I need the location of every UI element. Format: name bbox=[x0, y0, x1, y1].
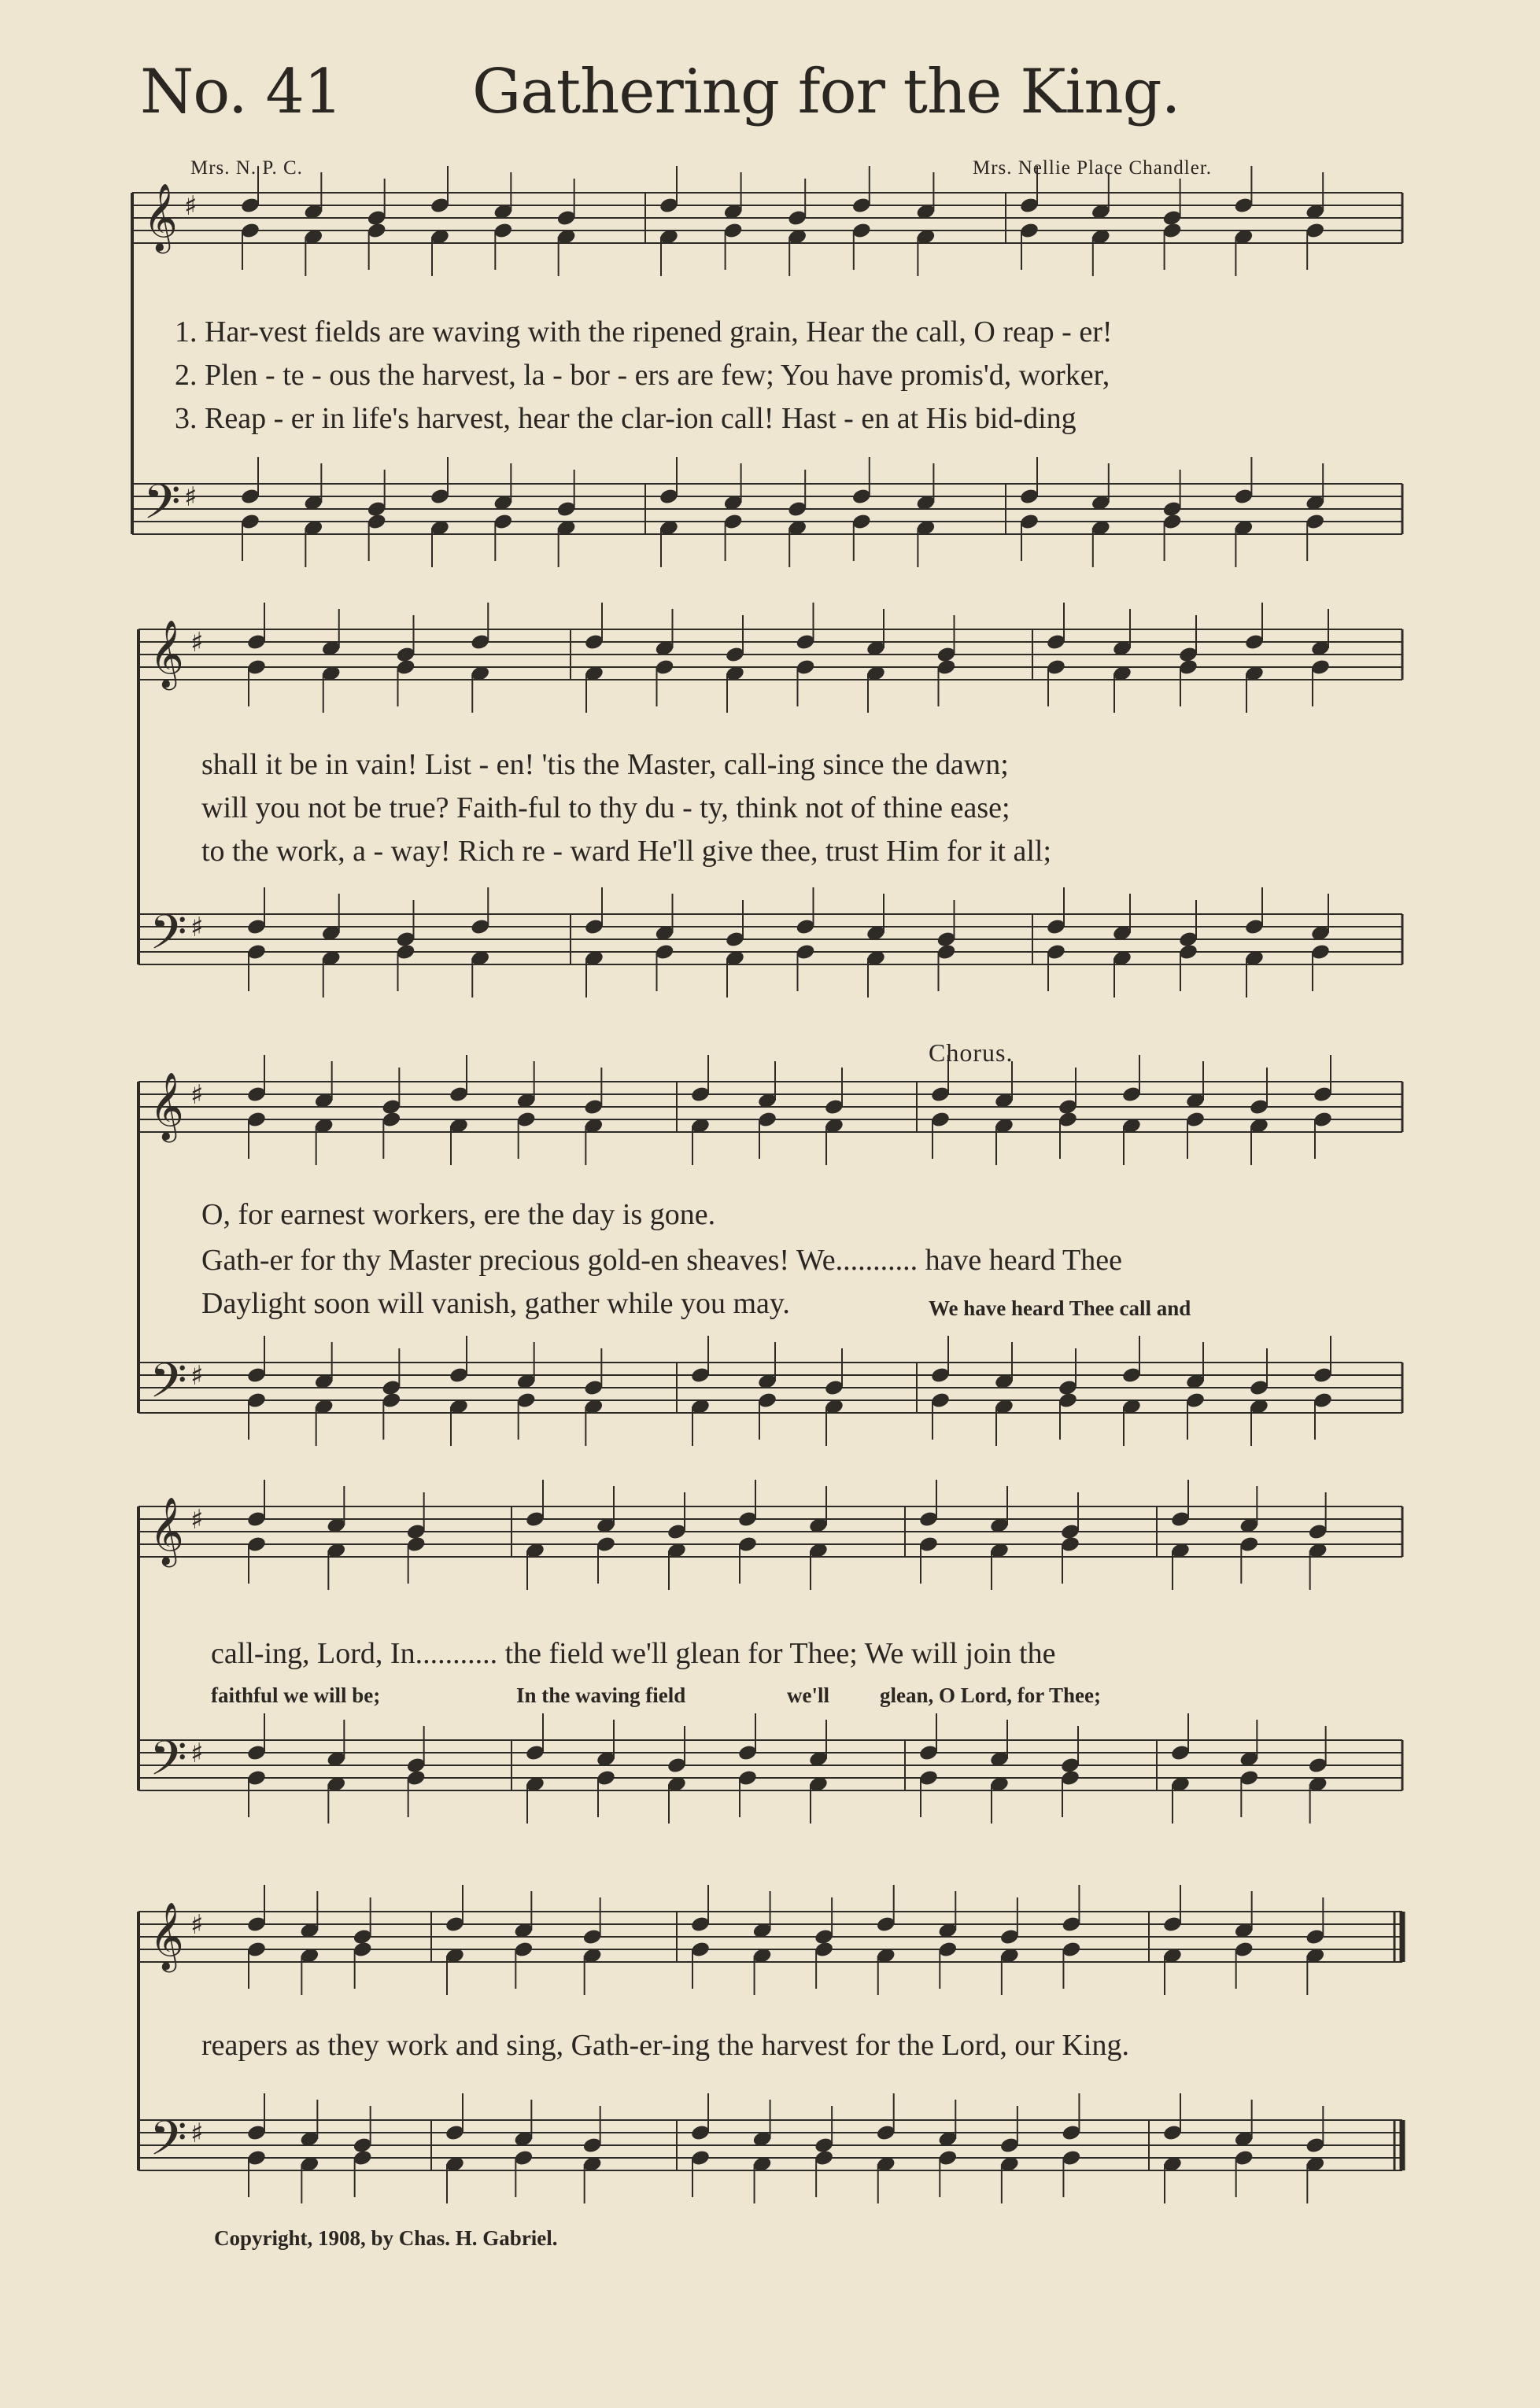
sharp-icon: ♯ bbox=[190, 1738, 204, 1769]
bass-cue: We have heard Thee call and bbox=[929, 1296, 1191, 1320]
bass-clef-icon: 𝄢 bbox=[143, 474, 181, 542]
hymn-title: Gathering for the King. bbox=[472, 57, 1180, 127]
bass-clef-icon: 𝄢 bbox=[150, 1731, 187, 1798]
treble-clef-icon: 𝄞 bbox=[150, 620, 184, 688]
words-credit: Mrs. Nellie Place Chandler. bbox=[973, 157, 1213, 179]
treble-clef-icon: 𝄞 bbox=[150, 1072, 184, 1140]
bass-clef-icon: 𝄢 bbox=[150, 905, 187, 972]
treble-clef-icon: 𝄞 bbox=[150, 1497, 184, 1565]
sharp-icon: ♯ bbox=[190, 1079, 204, 1111]
bass-clef-icon: 𝄢 bbox=[150, 2111, 187, 2178]
sharp-icon: ♯ bbox=[190, 1504, 204, 1536]
bass-cue: we'll bbox=[787, 1683, 829, 1707]
lyric-line: call-ing, Lord, In........... the field we'll glean for Thee; We will join the bbox=[211, 1637, 1056, 1670]
lyric-line: 3. Reap - er in life's harvest, hear the clar-ion call! Hast - en at His bid-ding bbox=[175, 402, 1077, 435]
lyric-line: shall it be in vain! List - en! 'tis the Master, call-ing since the dawn; bbox=[201, 748, 1009, 781]
sharp-icon: ♯ bbox=[190, 627, 204, 658]
sharp-icon: ♯ bbox=[184, 190, 198, 222]
lyric-line: O, for earnest workers, ere the day is gone. bbox=[201, 1198, 716, 1231]
hymn-number: No. 41 bbox=[140, 57, 342, 127]
music-credit: Mrs. N. P. C. bbox=[190, 157, 303, 179]
lyric-line: 2. Plen - te - ous the harvest, la - bor - ers are few; You have promis'd, worker, bbox=[175, 359, 1110, 392]
lyric-line: reapers as they work and sing, Gath-er-ing the harvest for the Lord, our King. bbox=[201, 2029, 1129, 2062]
sharp-icon: ♯ bbox=[190, 2118, 204, 2149]
treble-clef-icon: 𝄞 bbox=[150, 1902, 184, 1970]
bass-cue: glean, O Lord, for Thee; bbox=[880, 1683, 1101, 1707]
sharp-icon: ♯ bbox=[190, 1909, 204, 1941]
bass-clef-icon: 𝄢 bbox=[150, 1353, 187, 1421]
lyric-line: Daylight soon will vanish, gather while you may. bbox=[201, 1287, 790, 1320]
copyright-notice: Copyright, 1908, by Chas. H. Gabriel. bbox=[214, 2226, 558, 2250]
bass-cue: faithful we will be; bbox=[211, 1683, 381, 1707]
lyric-line: Gath-er for thy Master precious gold-en sheaves! We........... have heard Thee bbox=[201, 1244, 1122, 1277]
lyric-line: will you not be true? Faith-ful to thy du - ty, think not of thine ease; bbox=[201, 791, 1010, 824]
sharp-icon: ♯ bbox=[190, 912, 204, 943]
sharp-icon: ♯ bbox=[184, 481, 198, 513]
lyric-line: to the work, a - way! Rich re - ward He'll give thee, trust Him for it all; bbox=[201, 835, 1052, 868]
bass-cue: In the waving field bbox=[516, 1683, 686, 1707]
lyric-line: 1. Har-vest fields are waving with the ripened grain, Hear the call, O reap - er! bbox=[175, 315, 1113, 348]
sharp-icon: ♯ bbox=[190, 1360, 204, 1392]
treble-clef-icon: 𝄞 bbox=[143, 183, 178, 251]
chorus-label: Chorus. bbox=[929, 1038, 1014, 1067]
